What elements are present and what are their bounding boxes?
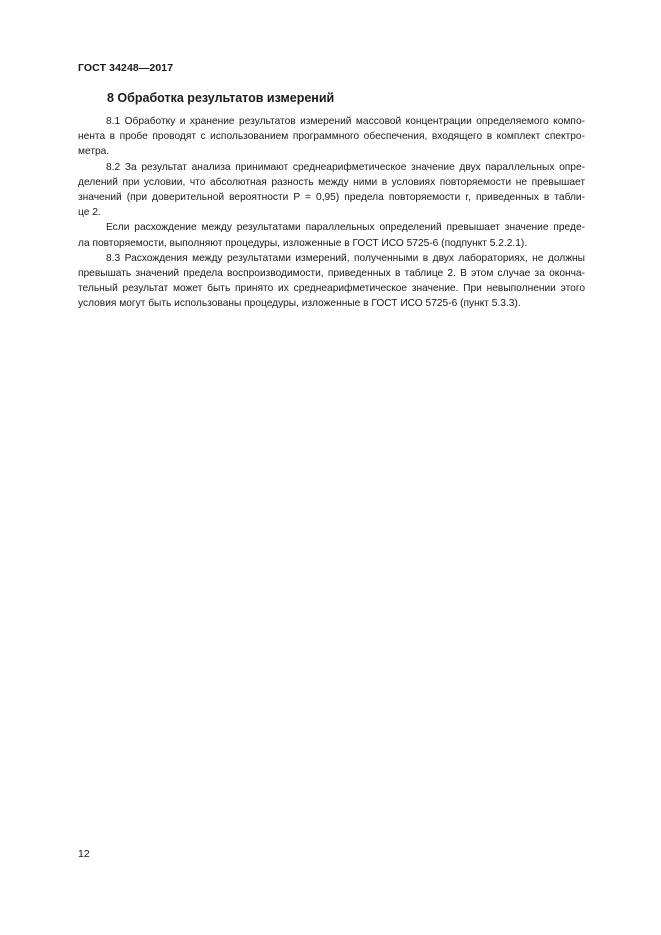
paragraph-8-1 xyxy=(78,114,585,160)
text-line: тельный результат может быть принято их среднеарифметическое значение. При невыполнении этого xyxy=(78,283,585,295)
document-header: ГОСТ 34248—2017 xyxy=(78,62,174,74)
text-line: делений при условии, что абсолютная разность между ними в условиях повторяемости не превышает xyxy=(78,176,585,188)
text-line: ла повторяемости, выполняют процедуры, изложенные в ГОСТ ИСО 5725-6 (подпункт 5.2.2.1). xyxy=(78,237,528,249)
text-line: метра. xyxy=(78,146,110,158)
text-line: це 2. xyxy=(78,207,101,219)
section-title: 8 Обработка результатов измерений xyxy=(107,91,335,105)
text-line: значений (при доверительной вероятности P = 0,95) предела повторяемости r, приведенных в табли- xyxy=(78,191,585,203)
paragraph-divergence xyxy=(78,220,585,250)
text-line: 8.3 Расхождения между результатами измерений, полученными в двух лабораториях, не должны xyxy=(106,252,585,264)
text-line: превышать значений предела воспроизводимости, приведенных в таблице 2. В этом случае за оконча- xyxy=(78,267,585,279)
text-line: 8.1 Обработку и хранение результатов измерений массовой концентрации определяемого компо- xyxy=(106,116,585,127)
text-line: Если расхождение между результатами параллельных определений превышает значение преде- xyxy=(106,222,585,234)
section-body xyxy=(78,114,585,311)
text-line: нента в пробе проводят с использованием программного обеспечения, входящего в комплект спектро- xyxy=(78,131,585,143)
paragraph-8-2 xyxy=(78,160,585,221)
paragraph-8-3 xyxy=(78,251,585,312)
text-line: условия могут быть использованы процедуры, изложенные в ГОСТ ИСО 5725-6 (пункт 5.3.3). xyxy=(78,298,521,310)
page-number: 12 xyxy=(78,848,90,860)
text-line: 8.2 За результат анализа принимают среднеарифметическое значение двух параллельных опре- xyxy=(106,161,585,173)
